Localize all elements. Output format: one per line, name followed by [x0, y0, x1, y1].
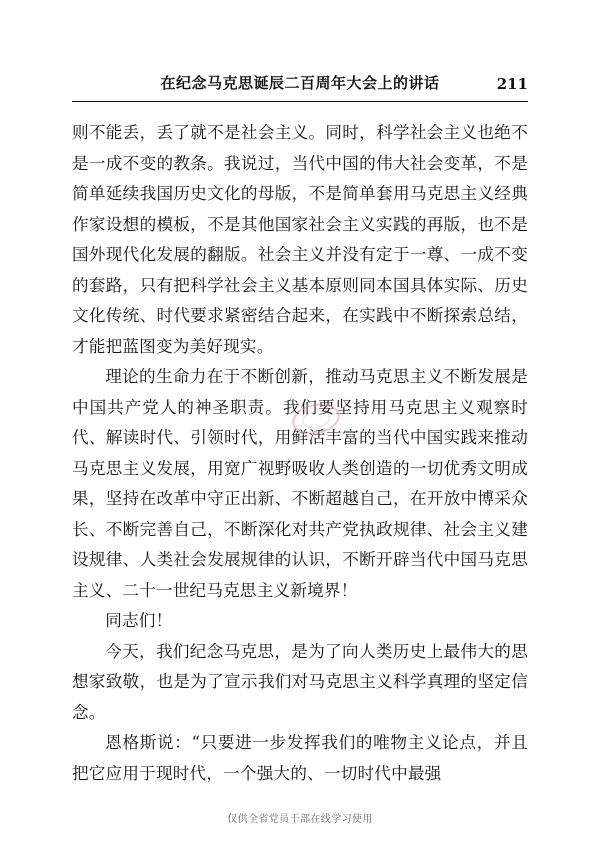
- paragraph: 今天，我们纪念马克思，是为了向人类历史上最伟大的思想家致敬，也是为了宣示我们对马克思主义科学真理的坚定信念。: [72, 641, 528, 722]
- footer-note: 仅供全省党员干部在线学习使用: [227, 814, 373, 825]
- page-number: 211: [496, 75, 528, 93]
- paragraph: 恩格斯说：“只要进一步发挥我们的唯物主义论点，并且把它应用于现时代，一个强大的、一切时代中最强: [72, 733, 528, 783]
- paragraph: 则不能丢，丢了就不是社会主义。同时，科学社会主义也绝不是一成不变的教条。我说过，当代中国的伟大社会变革，不是简单延续我国历史文化的母版，不是简单套用马克思主义经典作家设想的模板，不是其他国家社会主义实践的再版，也不是国外现代化发展的翻版。社会主义并没有定于一尊、一成不变的套路，只有把科学社会主义基本原则同本国具体实际、历史文化传统、时代要求紧密结合起来，在实践中不断探索总结，才能把蓝图变为美好现实。: [72, 123, 528, 356]
- header-divider: [72, 101, 528, 102]
- paragraph: 理论的生命力在于不断创新，推动马克思主义不断发展是中国共产党人的神圣职责。我们要坚持用马克思主义观察时代、解读时代、引领时代，用鲜活丰富的当代中国实践来推动马克思主义发展，用宽广视野吸收人类创造的一切优秀文明成果，坚持在改革中守正出新、不断超越自己，在开放中博采众长、不断完善自己，不断深化对共产党执政规律、社会主义建设规律、人类社会发展规律的认识，不断开辟当代中国马克思主义、二十一世纪马克思主义新境界！: [72, 367, 528, 600]
- page-body: [72, 118, 528, 789]
- paragraph: 同志们！: [105, 611, 173, 630]
- running-title: 在纪念马克思诞辰二百周年大会上的讲话: [160, 74, 440, 92]
- page-header: [72, 72, 528, 93]
